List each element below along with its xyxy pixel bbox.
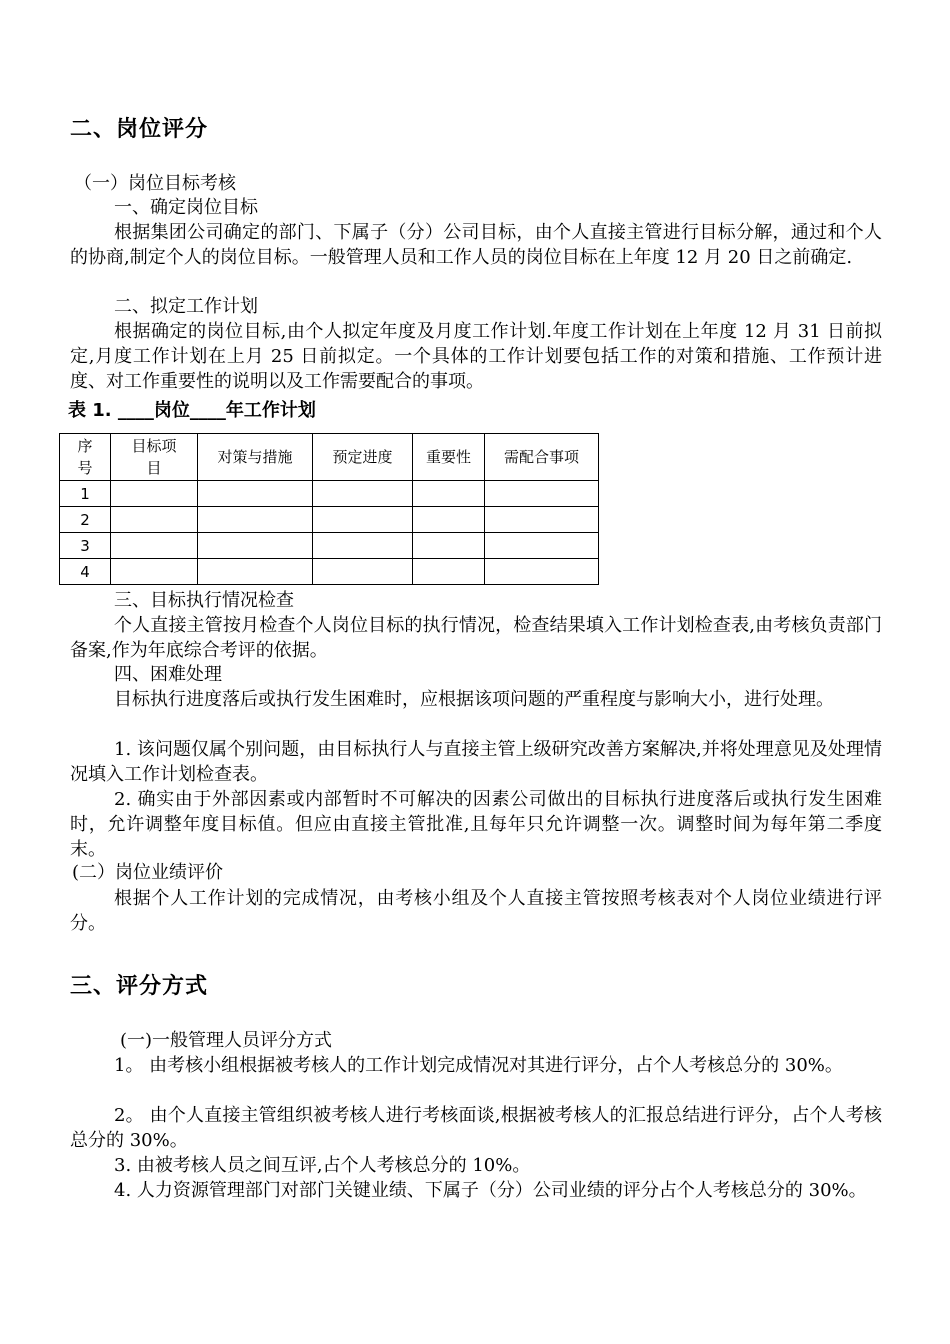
header-cell: 对策与措施 — [198, 434, 313, 481]
table-cell[interactable] — [413, 533, 485, 559]
paragraph: 根据个人工作计划的完成情况，由考核小组及个人直接主管按照考核表对个人岗位业绩进行评分。 — [70, 888, 882, 934]
table-cell[interactable] — [198, 481, 313, 507]
list-item: 1. 该问题仅属个别问题，由目标执行人与直接主管上级研究改善方案解决,并将处理意见及处理情况填入工作计划检查表。 — [70, 739, 882, 785]
section-heading: 二、岗位评分 — [70, 117, 209, 142]
table-cell[interactable] — [313, 481, 413, 507]
table-row — [60, 533, 599, 559]
table-row — [60, 559, 599, 585]
table-row — [60, 481, 599, 507]
table-cell[interactable] — [413, 507, 485, 533]
table-cell[interactable] — [111, 559, 198, 585]
table-row — [60, 507, 599, 533]
step-title: 一、确定岗位目标 — [114, 197, 258, 218]
step-title: 四、困难处理 — [114, 664, 222, 685]
table-cell[interactable] — [313, 507, 413, 533]
list-item: 1。 由考核小组根据被考核人的工作计划完成情况对其进行评分，占个人考核总分的 30%。 — [114, 1055, 843, 1076]
paragraph: 目标执行进度落后或执行发生困难时，应根据该项问题的严重程度与影响大小，进行处理。 — [114, 689, 834, 710]
header-cell: 预定进度 — [313, 434, 413, 481]
paragraph: 根据集团公司确定的部门、下属子（分）公司目标，由个人直接主管进行目标分解，通过和个人的协商,制定个人的岗位目标。一般管理人员和工作人员的岗位目标在上年度 12 月 20 日之前确定. — [70, 222, 882, 268]
header-cell: 序号 — [60, 434, 111, 481]
table-cell[interactable] — [111, 533, 198, 559]
row-number: 1 — [60, 481, 111, 507]
list-item: 3. 由被考核人员之间互评,占个人考核总分的 10%。 — [114, 1155, 531, 1176]
row-number: 3 — [60, 533, 111, 559]
list-item: 2。 由个人直接主管组织被考核人进行考核面谈,根据被考核人的汇报总结进行评分，占个人考核总分的 30%。 — [70, 1105, 882, 1151]
list-item: 2. 确实由于外部因素或内部暂时不可解决的因素公司做出的目标执行进度落后或执行发生困难时，允许调整年度目标值。但应由直接主管批准,且每年只允许调整一次。调整时间为每年第二季度末。 — [70, 789, 882, 860]
step-title: 三、目标执行情况检查 — [114, 590, 294, 611]
table-cell[interactable] — [485, 559, 599, 585]
subsection-title: （一）岗位目标考核 — [74, 173, 236, 194]
list-item: 4. 人力资源管理部门对部门关键业绩、下属子（分）公司业绩的评分占个人考核总分的 30%。 — [114, 1180, 867, 1201]
paragraph: 根据确定的岗位目标,由个人拟定年度及月度工作计划.年度工作计划在上年度 12 月 31 日前拟定,月度工作计划在上月 25 日前拟定。一个具体的工作计划要包括工作的对策和措施、工作预计进度、对工作重要性的说明以及工作需要配合的事项。 — [70, 321, 882, 392]
subsection-title: (二）岗位业绩评价 — [72, 862, 224, 883]
table-cell[interactable] — [111, 507, 198, 533]
header-cell: 需配合事项 — [485, 434, 599, 481]
table-cell[interactable] — [313, 533, 413, 559]
row-number: 4 — [60, 559, 111, 585]
work-plan-table — [59, 433, 599, 585]
table-cell[interactable] — [413, 481, 485, 507]
table-cell[interactable] — [413, 559, 485, 585]
table-cell[interactable] — [198, 507, 313, 533]
table-cell[interactable] — [485, 507, 599, 533]
header-cell: 目标项目 — [111, 434, 198, 481]
table-cell[interactable] — [198, 559, 313, 585]
step-title: 二、拟定工作计划 — [114, 296, 258, 317]
table-cell[interactable] — [111, 481, 198, 507]
table-cell[interactable] — [485, 481, 599, 507]
subsection-title: (一)一般管理人员评分方式 — [120, 1030, 333, 1051]
table-cell[interactable] — [485, 533, 599, 559]
table-cell[interactable] — [313, 559, 413, 585]
table-header-row — [60, 434, 599, 481]
table-cell[interactable] — [198, 533, 313, 559]
section-heading: 三、评分方式 — [70, 974, 209, 999]
header-cell: 重要性 — [413, 434, 485, 481]
paragraph: 个人直接主管按月检查个人岗位目标的执行情况，检查结果填入工作计划检查表,由考核负责部门备案,作为年底综合考评的依据。 — [70, 615, 882, 661]
row-number: 2 — [60, 507, 111, 533]
table-caption: 表 1. ____岗位____年工作计划 — [68, 400, 316, 421]
